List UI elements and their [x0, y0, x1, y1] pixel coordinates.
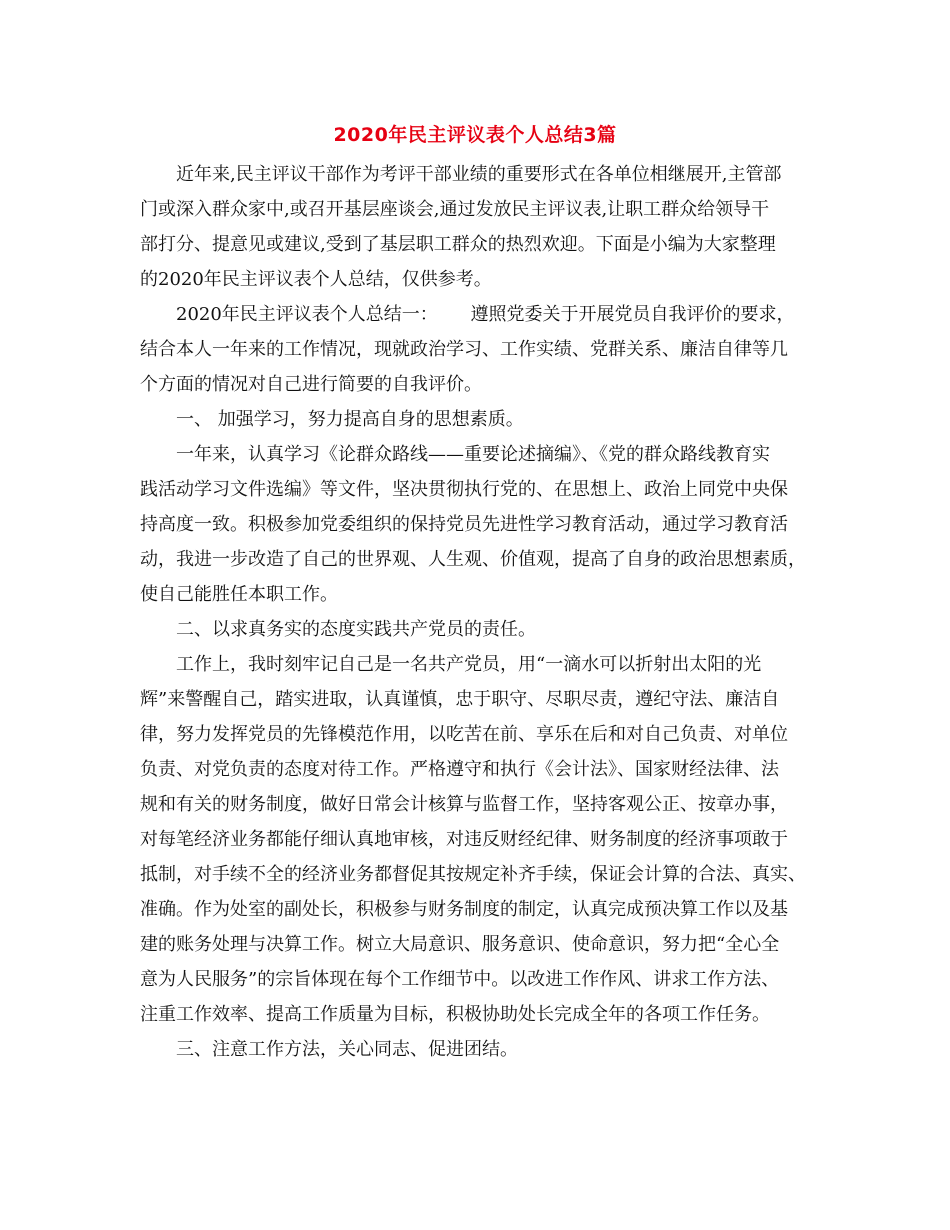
text-line: 持高度一致。积极参加党委组织的保持党员先进性学习教育活动，通过学习教育活 [140, 514, 788, 535]
text-line: 一年来，认真学习《论群众路线——重要论述摘编》、《党的群众路线教育实 [176, 444, 770, 465]
text-line: 注重工作效率、提高工作质量为目标，积极协助处长完成全年的各项工作任务。 [140, 1004, 770, 1025]
section-heading: 三、注意工作方法，关心同志、促进团结。 [176, 1039, 518, 1060]
text-line: 辉”来警醒自己，踏实进取，认真谨慎，忠于职守、尽职尽责，遵纪守法、廉洁自 [140, 689, 780, 710]
text-line: 部打分、提意见或建议,受到了基层职工群众的热烈欢迎。下面是小编为大家整理 [140, 234, 776, 255]
text-line: 建的账务处理与决算工作。树立大局意识、服务意识、使命意识，努力把“全心全 [140, 934, 780, 955]
text-line: 近年来,民主评议干部作为考评干部业绩的重要形式在各单位相继展开,主管部 [176, 164, 782, 185]
text-line: 对每笔经济业务都能仔细认真地审核，对违反财经纪律、财务制度的经济事项敢于 [140, 829, 788, 850]
text-line: 结合本人一年来的工作情况，现就政治学习、工作实绩、党群关系、廉洁自律等几 [140, 339, 788, 360]
text-line: 的2020年民主评议表个人总结，仅供参考。 [140, 269, 492, 290]
text-line: 动，我进一步改造了自己的世界观、人生观、价值观，提高了自身的政治思想素质， [140, 549, 806, 570]
text-line: 规和有关的财务制度，做好日常会计核算与监督工作，坚持客观公正、按章办事， [140, 794, 788, 815]
text-line: 2020年民主评议表个人总结一： 遵照党委关于开展党员自我评价的要求， [176, 304, 795, 325]
text-line: 负责、对党负责的态度对待工作。严格遵守和执行《会计法》、国家财经法律、法 [140, 759, 779, 780]
text-line: 工作上，我时刻牢记自己是一名共产党员，用“一滴水可以折射出太阳的光 [176, 654, 762, 675]
text-line: 抵制，对手续不全的经济业务都督促其按规定补齐手续，保证会计算的合法、真实、 [140, 864, 806, 885]
text-line: 门或深入群众家中,或召开基层座谈会,通过发放民主评议表,让职工群众给领导干 [140, 199, 770, 220]
section-heading: 一、 加强学习，努力提高自身的思想素质。 [176, 409, 524, 430]
text-line: 践活动学习文件选编》等文件，坚决贯彻执行党的、在思想上、政治上同党中央保 [140, 479, 788, 500]
text-line: 准确。作为处室的副处长，积极参与财务制度的制定，认真完成预决算工作以及基 [140, 899, 788, 920]
text-line: 个方面的情况对自己进行简要的自我评价。 [140, 374, 482, 395]
text-line: 律，努力发挥党员的先锋模范作用，以吃苦在前、享乐在后和对自己负责、对单位 [140, 724, 788, 745]
section-heading: 二、以求真务实的态度实践共产党员的责任。 [176, 619, 536, 640]
text-line: 意为人民服务”的宗旨体现在每个工作细节中。以改进工作作风、讲求工作方法、 [140, 969, 780, 990]
document-title: 2020年民主评议表个人总结3篇 [333, 124, 617, 146]
text-line: 使自己能胜任本职工作。 [140, 584, 338, 605]
